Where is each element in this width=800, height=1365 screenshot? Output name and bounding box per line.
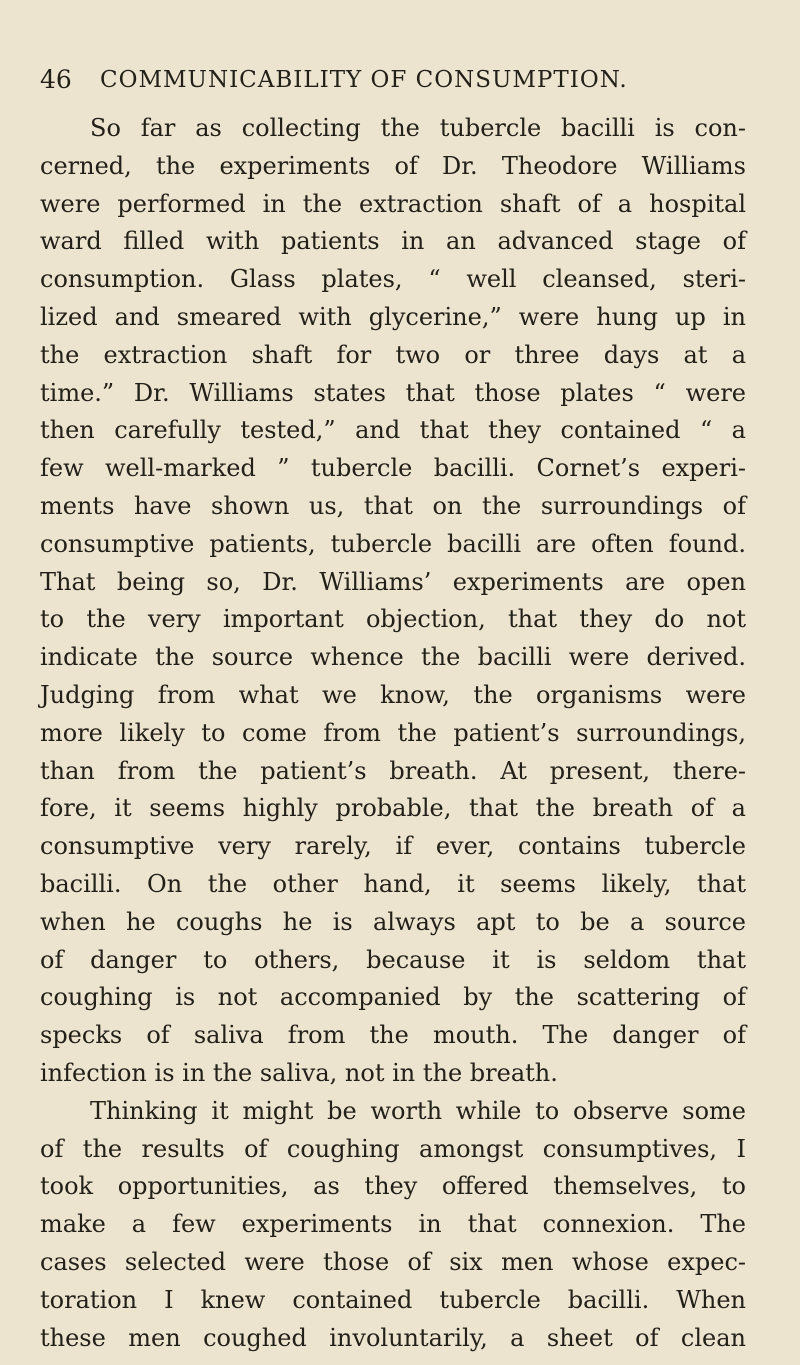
text-line: ments have shown us, that on the surroundings of — [40, 491, 746, 520]
text-line: few well-marked ” tubercle bacilli. Cornet’s experi- — [40, 454, 746, 483]
body-text — [40, 110, 746, 1357]
text-line: took opportunities, as they offered themselves, to — [40, 1172, 746, 1201]
text-line: toration I knew contained tubercle bacilli. When — [40, 1285, 746, 1314]
text-line: Judging from what we know, the organisms were — [40, 680, 746, 709]
text-line: specks of saliva from the mouth. The danger of — [40, 1021, 746, 1050]
text-line: That being so, Dr. Williams’ experiments are open — [40, 567, 746, 596]
text-line: cerned, the experiments of Dr. Theodore Williams — [40, 151, 746, 180]
text-line: fore, it seems highly probable, that the breath of a — [40, 794, 746, 823]
text-line: ward filled with patients in an advanced stage of — [40, 227, 746, 256]
text-line: cases selected were those of six men whose expec- — [40, 1247, 746, 1276]
text-line: to the very important objection, that they do not — [40, 605, 746, 634]
text-line: Thinking it might be worth while to observe some — [90, 1096, 746, 1125]
text-line: the extraction shaft for two or three days at a — [40, 340, 746, 369]
text-line: consumptive very rarely, if ever, contains tubercle — [40, 832, 746, 861]
text-line: lized and smeared with glycerine,” were hung up in — [40, 302, 746, 331]
text-line: these men coughed involuntarily, a sheet of clean — [40, 1323, 746, 1352]
text-line: then carefully tested,” and that they contained “ a — [40, 416, 746, 445]
text-line: more likely to come from the patient’s surroundings, — [40, 718, 746, 747]
text-line: consumptive patients, tubercle bacilli are often found. — [40, 529, 746, 558]
running-head — [40, 62, 760, 102]
text-line: bacilli. On the other hand, it seems likely, that — [40, 869, 746, 898]
text-line: of the results of coughing amongst consumptives, I — [40, 1134, 746, 1163]
text-line: consumption. Glass plates, “ well cleansed, steri- — [40, 265, 746, 294]
text-line: when he coughs he is always apt to be a source — [40, 907, 746, 936]
text-line: coughing is not accompanied by the scattering of — [40, 983, 746, 1012]
text-line: of danger to others, because it is seldom that — [40, 945, 746, 974]
running-title: COMMUNICABILITY OF CONSUMPTION. — [100, 67, 628, 93]
text-line: were performed in the extraction shaft of a hospital — [40, 189, 746, 218]
text-line: So far as collecting the tubercle bacilli is con- — [90, 114, 746, 142]
text-line: than from the patient’s breath. At present, there- — [40, 756, 746, 785]
page-number: 46 — [40, 65, 72, 94]
text-line: infection is in the saliva, not in the breath. — [40, 1058, 558, 1087]
text-line: make a few experiments in that connexion. The — [40, 1210, 746, 1239]
text-line: time.” Dr. Williams states that those plates “ were — [40, 378, 746, 407]
text-line: indicate the source whence the bacilli were derived. — [40, 643, 746, 672]
